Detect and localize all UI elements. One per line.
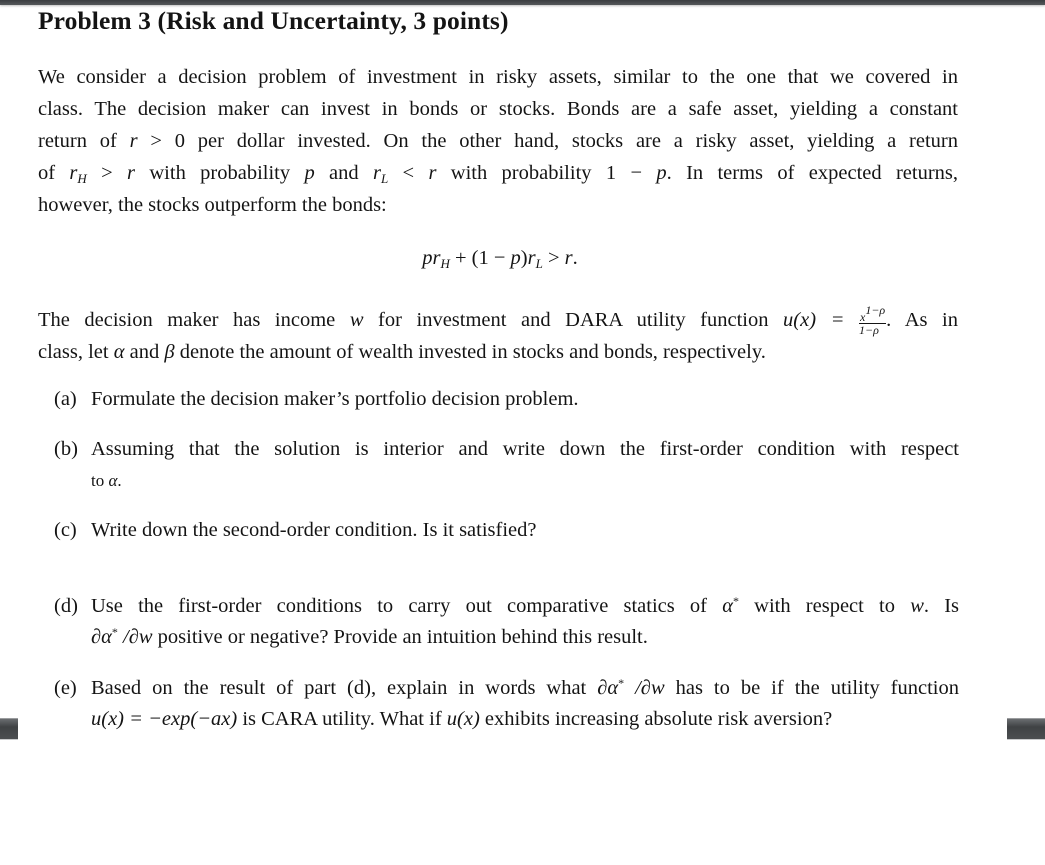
expected-return-equation: $pr_H + (1 - p)r_L > r$. xyxy=(422,247,578,271)
part-label: (b) xyxy=(54,438,78,460)
setup-paragraph xyxy=(38,304,958,368)
setup-line-2: class, let α and β denote the amount of wealth invested in stocks and bonds, respectively. xyxy=(38,341,766,363)
intro-line-4: of $r_H > r$ with probability p and $r_L < r$ with probability 1 − p. In terms of expected returns, xyxy=(38,162,959,186)
intro-line-3: return of r > 0 per dollar invested. On the other hand, stocks are a risky asset, yielding a return xyxy=(38,130,958,152)
intro-paragraph xyxy=(38,61,958,221)
part-label: (d) xyxy=(54,595,78,617)
part-label: (e) xyxy=(54,677,77,699)
problem-title: Problem 3 (Risk and Uncertainty, 3 points) xyxy=(38,6,509,35)
utility-fraction: $\frac{x^{1-\rho}}{1-\rho}$ xyxy=(858,303,886,337)
part-label: (a) xyxy=(54,388,77,410)
intro-line-1: We consider a decision problem of investment in risky assets, similar to the one that we covered in xyxy=(38,66,958,88)
setup-line-1: The decision maker has income w for investment and DARA utility function u(x) = $\frac{x^{1-\rho}}{1-\rho}$ . As in xyxy=(38,303,958,337)
intro-line-5: however, the stocks outperform the bonds: xyxy=(38,194,387,216)
left-panel-handle[interactable] xyxy=(0,718,18,740)
intro-line-2: class. The decision maker can invest in bonds or stocks. Bonds are a safe asset, yielding a constant xyxy=(38,98,958,120)
right-panel-handle[interactable] xyxy=(1007,718,1045,740)
viewer-top-bar xyxy=(0,0,1045,5)
part-label: (c) xyxy=(54,519,77,541)
